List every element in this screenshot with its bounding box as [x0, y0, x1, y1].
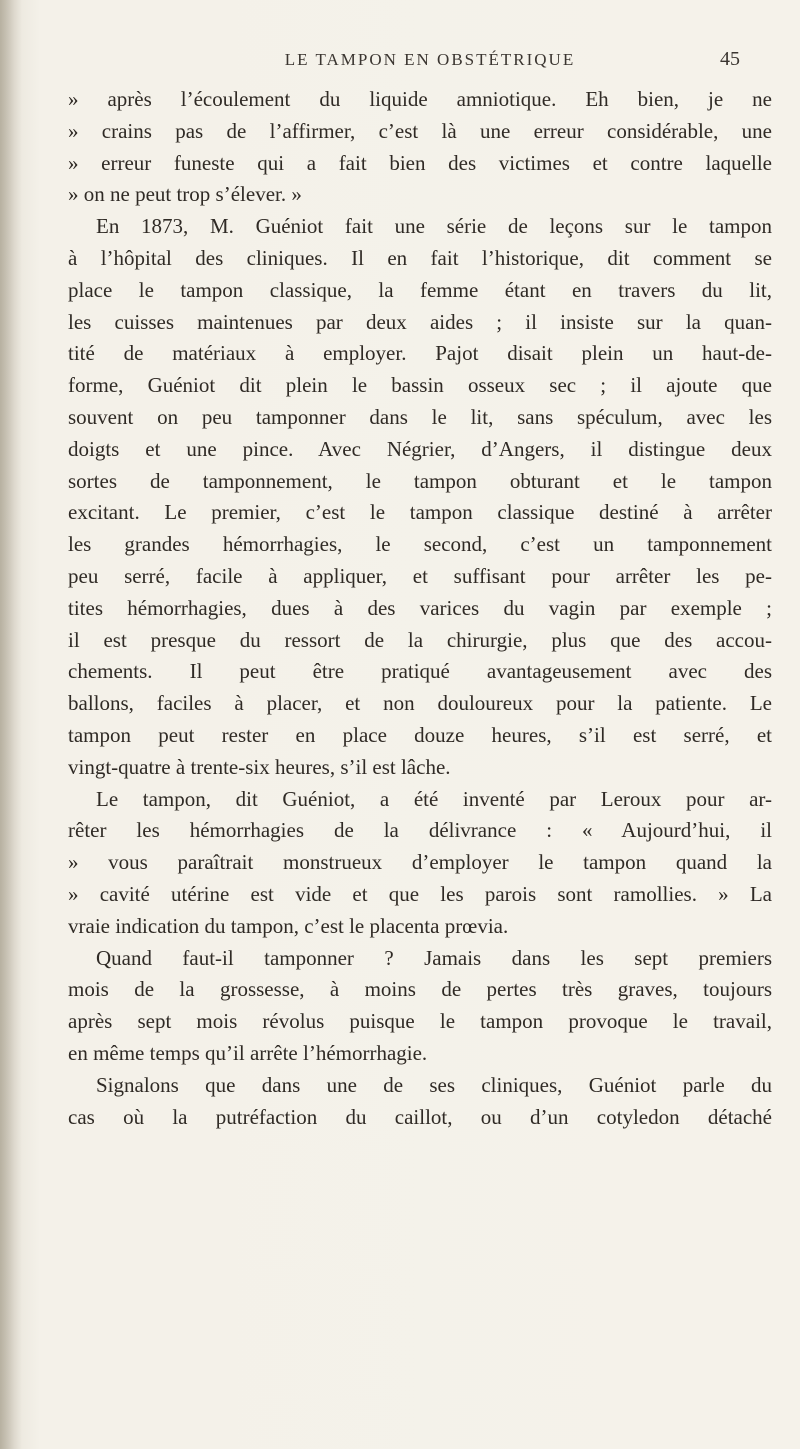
text-line: Signalons que dans une de ses cliniques, Guéniot parle du: [96, 1072, 772, 1097]
text-line: » cavité utérine est vide et que les parois sont ramollies. » La: [68, 881, 772, 906]
text-line: il est presque du ressort de la chirurgie, plus que des accou-: [68, 627, 772, 652]
spine-shadow: [0, 0, 22, 1449]
text-line: sortes de tamponnement, le tampon obturant et le tampon: [68, 468, 772, 493]
text-line: excitant. Le premier, c’est le tampon classique destiné à arrêter: [68, 500, 772, 525]
text-line: » après l’écoulement du liquide amniotique. Eh bien, je ne: [68, 87, 772, 111]
text-line: » erreur funeste qui a fait bien des victimes et contre laquelle: [68, 150, 772, 175]
text-line: rêter les hémorrhagies de la délivrance : « Aujourd’hui, il: [68, 818, 772, 843]
running-head: [120, 42, 740, 72]
text-line: vingt-quatre à trente-six heures, s’il est lâche.: [68, 754, 451, 779]
text-line: cas où la putréfaction du caillot, ou d’un cotyledon détaché: [68, 1104, 772, 1129]
text-line: » on ne peut trop s’élever. »: [68, 182, 302, 207]
text-line: doigts et une pince. Avec Négrier, d’Angers, il distingue deux: [68, 436, 772, 461]
page-number: 45: [720, 48, 740, 70]
text-line: forme, Guéniot dit plein le bassin osseux sec ; il ajoute que: [68, 373, 772, 398]
text-line: après sept mois révolus puisque le tampon provoque le travail,: [68, 1009, 772, 1034]
running-title: LE TAMPON EN OBSTÉTRIQUE: [284, 50, 576, 69]
text-line: ballons, faciles à placer, et non douloureux pour la patiente. Le: [68, 691, 772, 716]
text-line: chements. Il peut être pratiqué avantageusement avec des: [68, 659, 772, 684]
text-line: mois de la grossesse, à moins de pertes très graves, toujours: [68, 977, 772, 1002]
body-text: [68, 84, 772, 1133]
text-line: en même temps qu’il arrête l’hémorrhagie.: [68, 1040, 428, 1065]
text-line: En 1873, M. Guéniot fait une série de leçons sur le tampon: [96, 214, 772, 239]
text-line: Quand faut-il tamponner ? Jamais dans les sept premiers: [96, 945, 772, 970]
text-line: souvent on peu tamponner dans le lit, sans spéculum, avec les: [68, 404, 772, 429]
text-line: à l’hôpital des cliniques. Il en fait l’historique, dit comment se: [68, 245, 772, 270]
text-line: vraie indication du tampon, c’est le placenta prœvia.: [68, 913, 509, 938]
text-line: » crains pas de l’affirmer, c’est là une erreur considérable, une: [68, 118, 772, 143]
text-line: peu serré, facile à appliquer, et suffisant pour arrêter les pe-: [68, 563, 772, 588]
text-line: tité de matériaux à employer. Pajot disait plein un haut-de-: [68, 341, 772, 366]
text-line: tampon peut rester en place douze heures, s’il est serré, et: [68, 722, 772, 747]
text-line: les cuisses maintenues par deux aides ; il insiste sur la quan-: [68, 309, 772, 334]
text-line: tites hémorrhagies, dues à des varices du vagin par exemple ;: [68, 595, 772, 620]
text-line: place le tampon classique, la femme étant en travers du lit,: [68, 277, 772, 302]
text-line: Le tampon, dit Guéniot, a été inventé par Leroux pour ar-: [96, 786, 772, 811]
text-line: » vous paraîtrait monstrueux d’employer le tampon quand la: [68, 850, 772, 875]
text-line: les grandes hémorrhagies, le second, c’est un tamponnement: [68, 532, 772, 557]
